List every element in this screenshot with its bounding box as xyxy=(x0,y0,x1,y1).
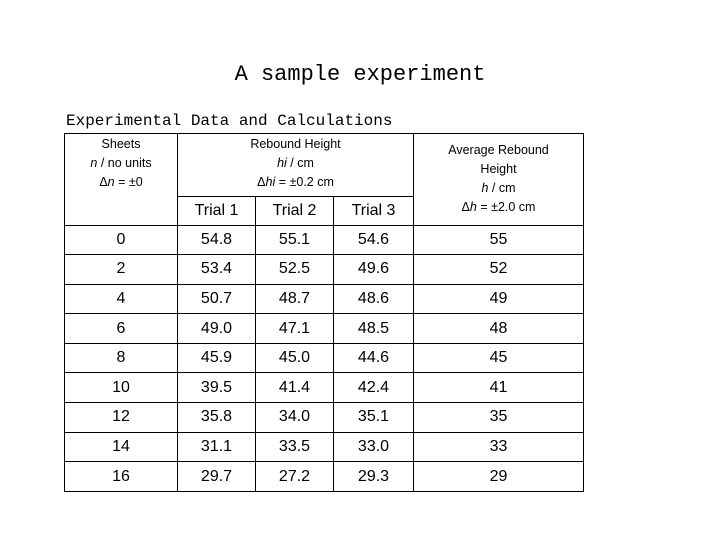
header-trial-3: Trial 3 xyxy=(334,196,414,225)
table-row xyxy=(65,343,584,373)
cell-trial-3: 35.1 xyxy=(334,403,414,433)
header-sheets xyxy=(65,134,178,197)
table-row xyxy=(65,462,584,492)
cell-average: 33 xyxy=(414,432,584,462)
cell-sheets: 8 xyxy=(65,343,178,373)
header-rebound-units: hi / cm xyxy=(277,156,314,170)
page-title: A sample experiment xyxy=(234,62,486,87)
cell-trial-3: 44.6 xyxy=(334,343,414,373)
cell-trial-3: 42.4 xyxy=(334,373,414,403)
header-trial-1: Trial 1 xyxy=(178,196,256,225)
cell-trial-3: 48.5 xyxy=(334,314,414,344)
cell-trial-3: 49.6 xyxy=(334,255,414,285)
header-sheets-units: n / no units xyxy=(90,156,152,170)
cell-trial-2: 55.1 xyxy=(256,225,334,255)
header-sheets-blank xyxy=(65,196,178,225)
header-rebound-label: Rebound Height xyxy=(250,137,341,151)
cell-trial-1: 54.8 xyxy=(178,225,256,255)
cell-sheets: 0 xyxy=(65,225,178,255)
cell-trial-2: 33.5 xyxy=(256,432,334,462)
table-row xyxy=(65,314,584,344)
cell-sheets: 16 xyxy=(65,462,178,492)
cell-trial-3: 48.6 xyxy=(334,284,414,314)
cell-average: 45 xyxy=(414,343,584,373)
cell-average: 48 xyxy=(414,314,584,344)
header-rebound-height xyxy=(178,134,414,197)
header-trial-2: Trial 2 xyxy=(256,196,334,225)
header-sheets-label: Sheets xyxy=(101,137,141,151)
data-table xyxy=(64,133,584,492)
table-row xyxy=(65,403,584,433)
cell-trial-2: 52.5 xyxy=(256,255,334,285)
cell-trial-3: 29.3 xyxy=(334,462,414,492)
header-average-label-1: Average Rebound xyxy=(448,143,549,158)
cell-average: 41 xyxy=(414,373,584,403)
cell-sheets: 10 xyxy=(65,373,178,403)
table-row xyxy=(65,225,584,255)
cell-trial-2: 47.1 xyxy=(256,314,334,344)
cell-trial-1: 50.7 xyxy=(178,284,256,314)
cell-sheets: 2 xyxy=(65,255,178,285)
header-average-rebound xyxy=(414,134,584,226)
cell-sheets: 6 xyxy=(65,314,178,344)
cell-sheets: 14 xyxy=(65,432,178,462)
cell-trial-1: 31.1 xyxy=(178,432,256,462)
cell-trial-3: 33.0 xyxy=(334,432,414,462)
cell-average: 49 xyxy=(414,284,584,314)
table-row xyxy=(65,432,584,462)
table-row xyxy=(65,373,584,403)
cell-trial-1: 45.9 xyxy=(178,343,256,373)
cell-average: 55 xyxy=(414,225,584,255)
cell-trial-3: 54.6 xyxy=(334,225,414,255)
cell-trial-2: 45.0 xyxy=(256,343,334,373)
cell-average: 52 xyxy=(414,255,584,285)
table-body xyxy=(65,225,584,491)
cell-trial-2: 34.0 xyxy=(256,403,334,433)
table-row xyxy=(65,284,584,314)
cell-average: 29 xyxy=(414,462,584,492)
cell-sheets: 4 xyxy=(65,284,178,314)
cell-trial-2: 27.2 xyxy=(256,462,334,492)
header-rebound-uncertainty: Δhi = ±0.2 cm xyxy=(257,175,334,189)
header-sheets-uncertainty: Δn = ±0 xyxy=(99,175,143,189)
cell-trial-2: 41.4 xyxy=(256,373,334,403)
cell-trial-2: 48.7 xyxy=(256,284,334,314)
cell-trial-1: 53.4 xyxy=(178,255,256,285)
header-average-label-2: Height xyxy=(480,162,517,177)
cell-average: 35 xyxy=(414,403,584,433)
header-average-uncertainty: Δh = ±2.0 cm xyxy=(461,200,536,215)
table-caption: Experimental Data and Calculations xyxy=(66,112,393,130)
cell-trial-1: 49.0 xyxy=(178,314,256,344)
cell-sheets: 12 xyxy=(65,403,178,433)
cell-trial-1: 39.5 xyxy=(178,373,256,403)
cell-trial-1: 29.7 xyxy=(178,462,256,492)
cell-trial-1: 35.8 xyxy=(178,403,256,433)
table-row xyxy=(65,255,584,285)
header-average-units: h / cm xyxy=(481,181,516,196)
